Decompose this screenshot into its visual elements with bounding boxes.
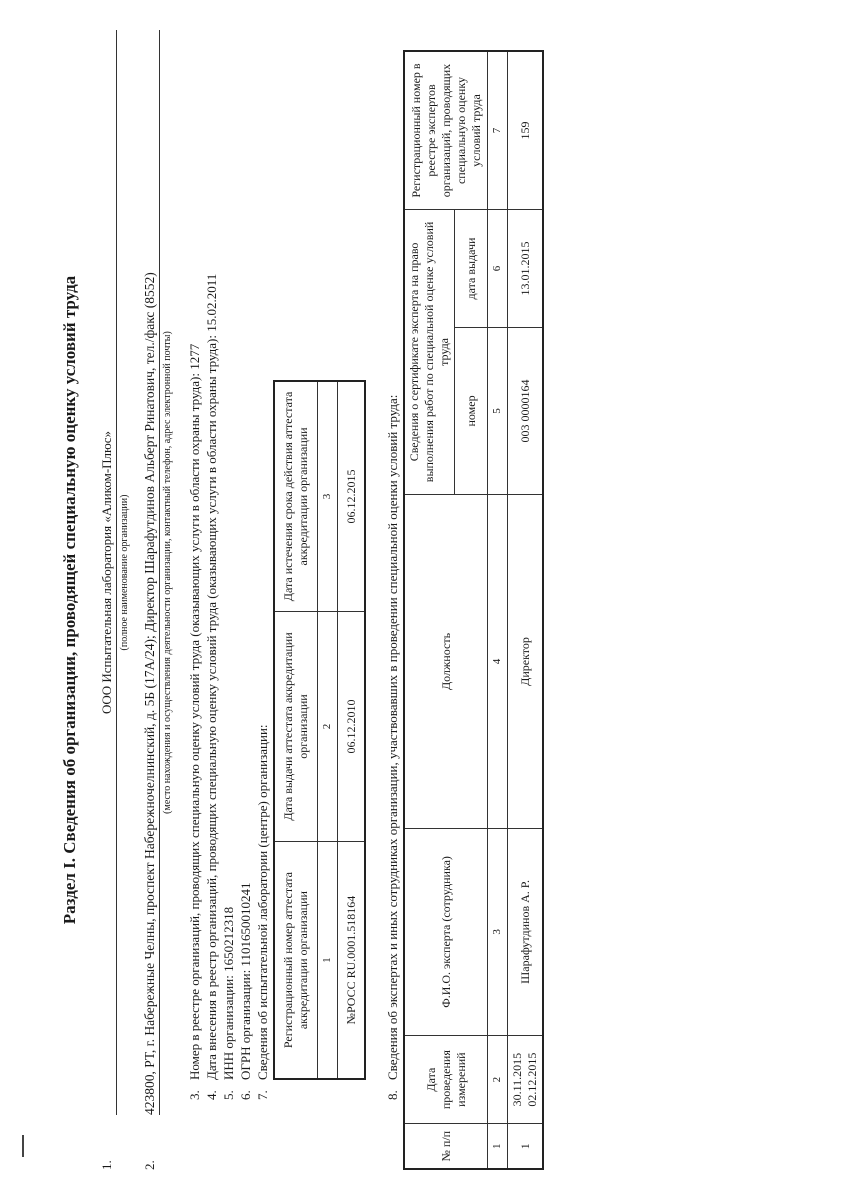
table-row xyxy=(338,381,366,1079)
column-number: 4 xyxy=(488,494,508,828)
header-cell: Дата проведения измерений xyxy=(404,1035,488,1124)
registry-date: Дата внесения в реестр организаций, проводящих специальную оценку условий труда (оказывающих услуги в области охраны труда): 15.02.2011 xyxy=(204,273,219,1080)
table-header-row xyxy=(274,381,318,1079)
column-number: 2 xyxy=(318,611,338,841)
item-number: 7. xyxy=(255,1090,270,1100)
expert-name: Шарафутдинов А. Р. xyxy=(508,829,544,1036)
measurement-date-start: 30.11.2015 xyxy=(510,1052,524,1107)
item-number: 6. xyxy=(238,1090,253,1100)
item-8 xyxy=(384,30,401,1100)
header-cell: Регистрационный номер в реестре экспертов организаций, проводящих специальную оценку условий труда xyxy=(404,51,488,210)
column-number: 3 xyxy=(318,381,338,611)
item-4 xyxy=(203,30,220,1100)
header-cell: Ф.И.О. эксперта (сотрудника) xyxy=(404,829,488,1036)
header-cell: Регистрационный номер аттестата аккредитации организации xyxy=(274,842,318,1079)
table-header-row xyxy=(404,51,455,1169)
section-title: Раздел I. Сведения об организации, проводящей специальную оценку условий труда xyxy=(60,275,79,925)
header-cell: Дата выдачи аттестата аккредитации организации xyxy=(274,611,318,841)
column-number: 1 xyxy=(318,842,338,1079)
column-number: 1 xyxy=(488,1124,508,1169)
header-cell: Сведения о сертификате эксперта на право выполнения работ по специальной оценке условий труда xyxy=(404,210,455,495)
experts-label: Сведения об экспертах и иных сотрудниках организации, участвовавших в проведении специальной оценки условий труда: xyxy=(385,394,400,1080)
certificate-number: 003 0000164 xyxy=(508,328,544,495)
measurement-date-end: 02.12.2015 xyxy=(525,1052,539,1107)
table-row xyxy=(508,51,544,1169)
measurement-dates xyxy=(508,1035,544,1124)
column-number: 6 xyxy=(488,210,508,328)
accreditation-issue-date: 06.12.2010 xyxy=(338,611,366,841)
item-number: 5. xyxy=(221,1090,236,1100)
row-number: 1 xyxy=(508,1124,544,1169)
item-number: 4. xyxy=(204,1090,219,1100)
registry-number: Номер в реестре организаций, проводящих специальную оценку условий труда (оказывающих услуги в области охраны труда): 1277 xyxy=(187,343,202,1080)
header-cell: № п/п xyxy=(404,1124,488,1169)
lab-info-label: Сведения об испытательной лаборатории (центре) организации: xyxy=(255,724,270,1080)
table-number-row xyxy=(488,51,508,1169)
certificate-date: 13.01.2015 xyxy=(508,210,544,328)
expert-registry-number: 159 xyxy=(508,51,544,210)
item-1 xyxy=(98,30,131,1170)
item-number: 2. xyxy=(142,1160,157,1170)
column-number: 5 xyxy=(488,328,508,495)
item-number: 1. xyxy=(99,1160,114,1170)
item-number: 3. xyxy=(187,1090,202,1100)
header-cell: дата выдачи xyxy=(455,210,488,328)
ogrn: ОГРН организации: 1101650010241 xyxy=(238,882,253,1080)
item-6 xyxy=(237,30,254,1100)
item-number: 8. xyxy=(385,1090,400,1100)
organization-name-caption: (полное наименование организации) xyxy=(119,494,130,651)
column-number: 2 xyxy=(488,1035,508,1124)
accreditation-expiry-date: 06.12.2015 xyxy=(338,381,366,611)
header-cell: Должность xyxy=(404,494,488,828)
accreditation-number: №РОСС RU.0001.518164 xyxy=(338,842,366,1079)
column-number: 3 xyxy=(488,829,508,1036)
item-7 xyxy=(254,30,271,1100)
organization-address: 423800, РТ, г. Набережные Челны, проспект Набережночелнинский, д. 5Б (17А/24); Директор Шарафутдинов Альберт Ринатович, тел./факс (8552) xyxy=(141,30,160,1115)
expert-position: Директор xyxy=(508,494,544,828)
section-body xyxy=(60,30,544,1170)
experts-table xyxy=(403,50,544,1170)
column-number: 7 xyxy=(488,51,508,210)
organization-address-caption: (место нахождения и осуществления деятельности организации, контактный телефон, адрес электронной почты) xyxy=(162,331,173,814)
inn: ИНН организации: 1650212318 xyxy=(221,906,236,1080)
accreditation-table xyxy=(273,380,366,1080)
item-5 xyxy=(220,30,237,1100)
item-2 xyxy=(141,30,174,1170)
header-cell: номер xyxy=(455,328,488,495)
header-cell: Дата истечения срока действия аттестата аккредитации организации xyxy=(274,381,318,611)
item-3 xyxy=(186,30,203,1100)
organization-name: ООО Испытательная лаборатория «Аликом-Плюс» xyxy=(98,30,117,1115)
table-number-row xyxy=(318,381,338,1079)
